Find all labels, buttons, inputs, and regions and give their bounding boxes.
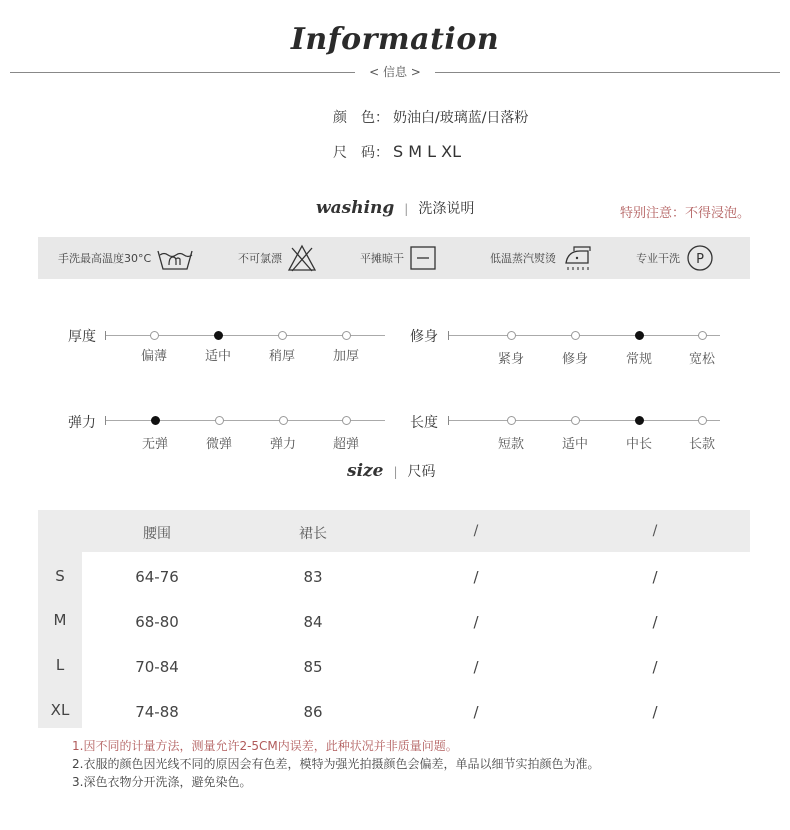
attr-opt-length-1: 适中: [561, 437, 588, 452]
wash-label-dryclean: 专业干洗: [636, 252, 680, 265]
size-table-header-col3: /: [473, 523, 479, 539]
washing-bar: [38, 237, 750, 279]
note-1: 1.因不同的计量方法，测量允许2-5CM内误差，此种状况并非质量问题。: [72, 739, 458, 753]
attr-dot-elasticity-3: [342, 416, 351, 425]
attr-opt-fit-1: 修身: [561, 352, 588, 367]
attr-opt-length-2: 中长: [625, 437, 652, 452]
size-row-xl-col3: /: [473, 703, 479, 721]
attr-opt-fit-2: 常规: [625, 352, 652, 367]
dry-clean-p-icon: [684, 243, 716, 273]
attr-tick-elasticity: [105, 416, 106, 425]
wash-item-iron: [490, 237, 596, 279]
attr-label-thickness: 厚度: [68, 329, 96, 345]
wash-label-iron: 低温蒸汽熨烫: [490, 252, 556, 265]
attr-dot-fit-2-selected: [635, 331, 644, 340]
size-row-s-label: S: [55, 567, 65, 585]
iron-low-steam-icon: [560, 243, 596, 273]
attr-opt-fit-0: 紧身: [497, 352, 524, 367]
color-value: 奶油白/玻璃蓝/日落粉: [393, 110, 529, 126]
size-title-en: size: [347, 461, 384, 481]
attr-label-elasticity: 弹力: [68, 415, 96, 431]
size-row-s-waist: 64-76: [135, 568, 179, 586]
note-2: 2.衣服的颜色因光线不同的原因会有色差，模特为强光拍摄颜色会偏差，单品以细节实拍颜色为准。: [72, 757, 600, 771]
size-row-m-col4: /: [652, 613, 658, 631]
size-row-m-label: M: [53, 611, 67, 629]
no-bleach-icon: [286, 243, 318, 273]
attr-opt-elasticity-0: 无弹: [141, 437, 168, 452]
wash-item-nobleach: [238, 237, 318, 279]
attr-opt-length-3: 长款: [688, 437, 715, 452]
washing-title-cn: 洗涤说明: [418, 201, 475, 217]
attr-track-length: [448, 420, 720, 421]
attr-dot-length-2-selected: [635, 416, 644, 425]
size-value: S M L XL: [393, 142, 462, 161]
size-row: [333, 142, 461, 162]
attr-opt-length-0: 短款: [497, 437, 524, 452]
washing-title-en: washing: [316, 198, 395, 218]
dry-flat-icon: [408, 243, 438, 273]
attr-tick-fit: [448, 331, 449, 340]
page-subtitle: < 信息 >: [0, 63, 790, 80]
size-row-xl-col4: /: [652, 703, 658, 721]
attr-dot-elasticity-1: [215, 416, 224, 425]
wash-label-nobleach: 不可氯漂: [238, 252, 282, 265]
attr-opt-thickness-2: 稍厚: [268, 349, 295, 364]
size-row-xl-label: XL: [50, 701, 70, 719]
color-row: [333, 107, 528, 127]
svg-text:P: P: [696, 252, 704, 267]
washing-sep: |: [404, 202, 409, 216]
note-3: 3.深色衣物分开洗涤，避免染色。: [72, 775, 252, 789]
attr-dot-length-3: [698, 416, 707, 425]
size-sep: |: [393, 465, 398, 479]
attr-dot-length-1: [571, 416, 580, 425]
attr-dot-thickness-2: [278, 331, 287, 340]
attr-dot-fit-1: [571, 331, 580, 340]
color-label: 颜 色：: [333, 110, 389, 126]
attr-dot-thickness-1-selected: [214, 331, 223, 340]
attr-opt-thickness-3: 加厚: [332, 349, 359, 364]
size-row-s-length: 83: [303, 568, 323, 586]
attr-opt-elasticity-2: 弹力: [269, 437, 296, 452]
attr-opt-elasticity-3: 超弹: [332, 437, 359, 452]
attr-track-fit: [448, 335, 720, 336]
size-row-xl-waist: 74-88: [135, 703, 179, 721]
washing-header: [316, 198, 474, 218]
attr-dot-elasticity-2: [279, 416, 288, 425]
attr-opt-thickness-1: 适中: [204, 349, 231, 364]
size-row-s-col3: /: [473, 568, 479, 586]
page-title: Information: [290, 22, 500, 57]
wash-item-dryclean: [636, 237, 716, 279]
wash-item-hand: [58, 237, 195, 279]
size-table-header-col4: /: [652, 523, 658, 539]
size-row-xl-length: 86: [303, 703, 323, 721]
size-row-m-length: 84: [303, 613, 323, 631]
attr-tick-thickness: [105, 331, 106, 340]
size-row-l-waist: 70-84: [135, 658, 179, 676]
size-row-l-label: L: [55, 656, 65, 674]
attr-dot-thickness-3: [342, 331, 351, 340]
washing-notice: 特别注意：不得浸泡。: [620, 206, 751, 221]
size-row-s-col4: /: [652, 568, 658, 586]
attr-opt-fit-3: 宽松: [688, 352, 715, 367]
size-table-header-length: 裙长: [299, 526, 327, 542]
attr-opt-elasticity-1: 微弹: [205, 437, 232, 452]
hand-wash-icon: [155, 243, 195, 273]
size-row-m-waist: 68-80: [135, 613, 179, 631]
size-row-l-col4: /: [652, 658, 658, 676]
wash-label-dryflat: 平摊晾干: [360, 252, 404, 265]
size-row-l-col3: /: [473, 658, 479, 676]
size-table-header-waist: 腰围: [143, 526, 171, 542]
attr-label-length: 长度: [410, 415, 438, 431]
wash-label-hand: 手洗最高温度30°C: [58, 252, 152, 265]
size-row-m-col3: /: [473, 613, 479, 631]
size-header: [347, 461, 436, 481]
size-title-cn: 尺码: [407, 464, 436, 480]
attr-dot-thickness-0: [150, 331, 159, 340]
size-row-l-length: 85: [303, 658, 323, 676]
attr-dot-fit-3: [698, 331, 707, 340]
attr-label-fit: 修身: [410, 329, 438, 345]
attr-dot-length-0: [507, 416, 516, 425]
size-label: 尺 码：: [333, 145, 389, 161]
attr-opt-thickness-0: 偏薄: [140, 349, 167, 364]
wash-item-dryflat: [360, 237, 438, 279]
attr-tick-length: [448, 416, 449, 425]
attr-dot-elasticity-0-selected: [151, 416, 160, 425]
attr-dot-fit-0: [507, 331, 516, 340]
